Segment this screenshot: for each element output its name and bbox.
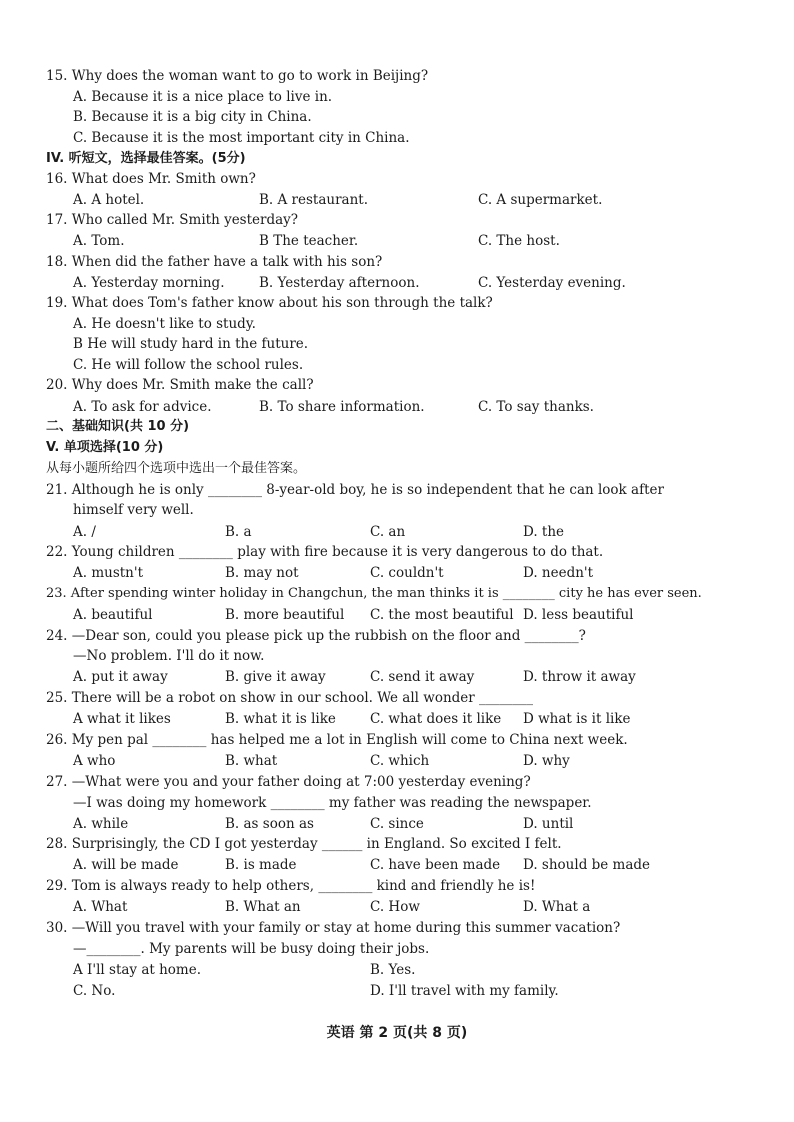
question-27-option-d: D. until	[523, 816, 574, 832]
question-22-option-b: B. may not	[225, 565, 299, 581]
question-24-option-b: B. give it away	[225, 669, 326, 685]
question-30-option-b: B. Yes.	[370, 962, 416, 978]
question-26-option-b: B. what	[225, 753, 278, 769]
question-15-stem: 15. Why does the woman want to go to work in Beijing?	[46, 68, 429, 84]
question-20-option-a: A. To ask for advice.	[73, 399, 212, 415]
question-30-stem: 30. —Will you travel with your family or stay at home during this summer vacation?	[46, 920, 621, 936]
question-16-option-c: C. A supermarket.	[478, 192, 603, 208]
question-21-option-c: C. an	[370, 524, 406, 540]
question-20-option-c: C. To say thanks.	[478, 399, 594, 415]
question-24-option-c: C. send it away	[370, 669, 475, 685]
question-24-option-a: A. put it away	[73, 669, 168, 685]
question-15-option-b: B. Because it is a big city in China.	[73, 109, 312, 125]
question-28-option-b: B. is made	[225, 857, 297, 873]
part-2-title: 二、基础知识(共 10 分)	[46, 419, 190, 434]
question-28-option-a: A. will be made	[73, 857, 179, 873]
question-15-option-c: C. Because it is the most important city in China.	[73, 130, 410, 146]
question-26-option-c: C. which	[370, 753, 430, 769]
question-21-option-d: D. the	[523, 524, 565, 540]
question-28-stem: 28. Surprisingly, the CD I got yesterday ______ in England. So excited I felt.	[46, 836, 562, 852]
question-16-stem: 16. What does Mr. Smith own?	[46, 171, 256, 187]
question-27-option-b: B. as soon as	[225, 816, 314, 832]
question-18-stem: 18. When did the father have a talk with his son?	[46, 254, 383, 270]
question-26-option-d: D. why	[523, 753, 570, 769]
question-21-option-a: A. /	[73, 524, 96, 540]
question-25-option-c: C. what does it like	[370, 711, 502, 727]
question-17-option-c: C. The host.	[478, 233, 560, 249]
question-19-option-b: B He will study hard in the future.	[73, 336, 309, 352]
question-21-stem: 21. Although he is only ________ 8-year-old boy, he is so independent that he can look after	[46, 482, 664, 498]
question-25-option-b: B. what it is like	[225, 711, 336, 727]
question-27-option-c: C. since	[370, 816, 424, 832]
question-20-stem: 20. Why does Mr. Smith make the call?	[46, 377, 314, 393]
page-footer: 英语 第 2 页(共 8 页)	[326, 1025, 468, 1041]
question-29-option-d: D. What a	[523, 899, 591, 915]
question-29-option-c: C. How	[370, 899, 420, 915]
question-22-stem: 22. Young children ________ play with fire because it is very dangerous to do that.	[46, 544, 604, 560]
question-18-option-c: C. Yesterday evening.	[478, 275, 626, 291]
question-21-option-b: B. a	[225, 524, 252, 540]
question-24-option-d: D. throw it away	[523, 669, 636, 685]
section-4-title: IV. 听短文，选择最佳答案。(5分)	[46, 151, 246, 166]
question-16-option-b: B. A restaurant.	[259, 192, 368, 208]
section-5-title: V. 单项选择(10 分)	[46, 440, 164, 455]
question-28-option-d: D. should be made	[523, 857, 651, 873]
question-23-option-b: B. more beautiful	[225, 607, 345, 623]
question-23-option-a: A. beautiful	[73, 607, 153, 623]
question-22-option-a: A. mustn't	[73, 565, 144, 581]
question-22-option-d: D. needn't	[523, 565, 594, 581]
question-23-option-d: D. less beautiful	[523, 607, 634, 623]
question-25-option-a: A what it likes	[73, 711, 171, 727]
question-18-option-b: B. Yesterday afternoon.	[259, 275, 420, 291]
question-22-option-c: C. couldn't	[370, 565, 444, 581]
question-27-stem-reply: —I was doing my homework ________ my father was reading the newspaper.	[73, 795, 592, 811]
question-21-stem-continued: himself very well.	[73, 502, 194, 518]
question-29-option-a: A. What	[73, 899, 128, 915]
question-30-stem-reply: —________. My parents will be busy doing their jobs.	[73, 941, 430, 957]
question-25-option-d: D what is it like	[523, 711, 631, 727]
question-16-option-a: A. A hotel.	[73, 192, 145, 208]
question-28-option-c: C. have been made	[370, 857, 501, 873]
question-17-option-b: B The teacher.	[259, 233, 359, 249]
question-17-option-a: A. Tom.	[73, 233, 125, 249]
question-24-stem-reply: —No problem. I'll do it now.	[73, 648, 265, 664]
question-29-stem: 29. Tom is always ready to help others, ________ kind and friendly he is!	[46, 878, 536, 894]
question-17-stem: 17. Who called Mr. Smith yesterday?	[46, 212, 299, 228]
question-30-option-a: A I'll stay at home.	[73, 962, 201, 978]
question-24-stem: 24. —Dear son, could you please pick up the rubbish on the floor and ________?	[46, 628, 586, 644]
question-26-option-a: A who	[73, 753, 116, 769]
question-25-stem: 25. There will be a robot on show in our school. We all wonder ________	[46, 690, 534, 706]
question-19-option-a: A. He doesn't like to study.	[73, 316, 256, 332]
question-26-stem: 26. My pen pal ________ has helped me a lot in English will come to China next week.	[46, 732, 628, 748]
question-27-stem: 27. —What were you and your father doing at 7:00 yesterday evening?	[46, 774, 531, 790]
question-18-option-a: A. Yesterday morning.	[73, 275, 225, 291]
question-23-stem: 23. After spending winter holiday in Changchun, the man thinks it is ________ city he has ever seen.	[46, 586, 702, 601]
question-19-option-c: C. He will follow the school rules.	[73, 357, 304, 373]
question-29-option-b: B. What an	[225, 899, 301, 915]
question-30-option-c: C. No.	[73, 983, 116, 999]
question-20-option-b: B. To share information.	[259, 399, 425, 415]
question-15-option-a: A. Because it is a nice place to live in.	[73, 89, 333, 105]
question-30-option-d: D. I'll travel with my family.	[370, 983, 559, 999]
section-5-instructions: 从每小题所给四个选项中选出一个最佳答案。	[46, 461, 307, 476]
question-19-stem: 19. What does Tom's father know about his son through the talk?	[46, 295, 493, 311]
question-27-option-a: A. while	[73, 816, 129, 832]
question-23-option-c: C. the most beautiful	[370, 607, 514, 623]
